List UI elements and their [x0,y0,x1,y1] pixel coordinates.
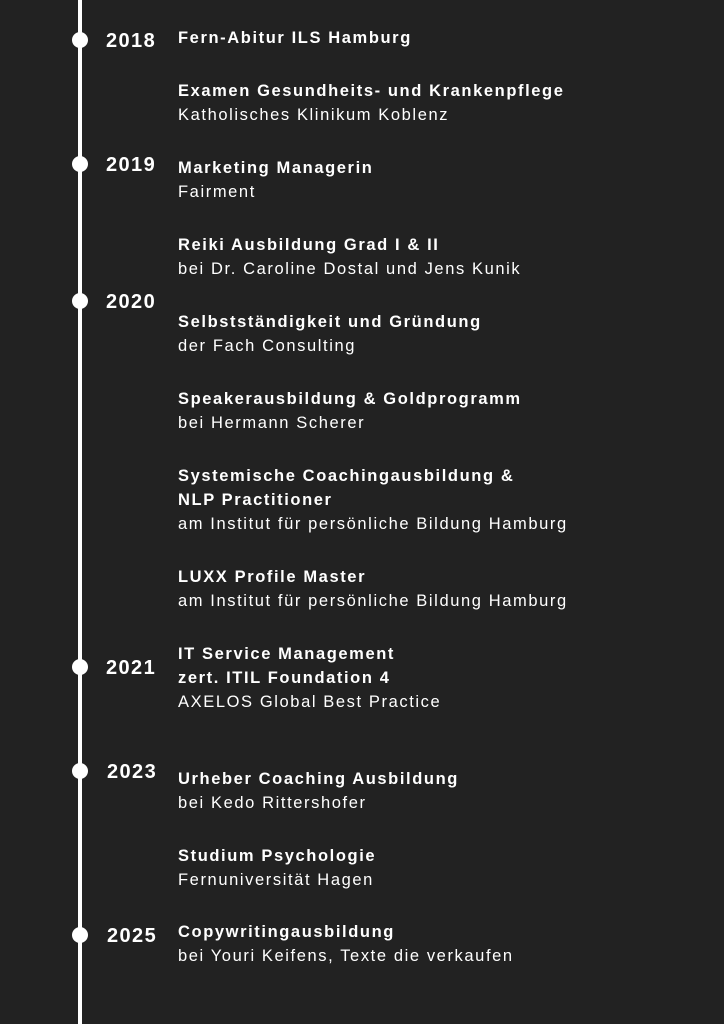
entry-title: Copywritingausbildung [178,923,395,941]
entry-title: LUXX Profile Master [178,568,367,586]
entry-subtitle: bei Kedo Rittershofer [178,794,367,812]
entry-title: Urheber Coaching Ausbildung [178,770,459,788]
timeline-dot [72,659,88,675]
entry-subtitle: der Fach Consulting [178,337,357,355]
entry-subtitle: am Institut für persönliche Bildung Hamburg [178,515,568,533]
timeline-dot [72,293,88,309]
entry-subtitle: AXELOS Global Best Practice [178,693,442,711]
timeline-entry [178,387,698,435]
entry-title: IT Service Management [178,645,396,663]
year-label: 2019 [106,154,157,176]
entry-subtitle: Fairment [178,183,256,201]
timeline-entry [178,642,698,714]
entry-title: Studium Psychologie [178,847,377,865]
entry-title: Selbstständigkeit und Gründung [178,313,482,331]
entry-title: Marketing Managerin [178,159,374,177]
entry-subtitle: am Institut für persönliche Bildung Hamburg [178,592,568,610]
year-label: 2021 [106,657,157,679]
entry-title: Fern-Abitur ILS Hamburg [178,29,412,47]
timeline-entry [178,464,698,536]
timeline-dot [72,32,88,48]
entry-title: zert. ITIL Foundation 4 [178,669,391,687]
timeline-entry [178,565,698,613]
timeline-entry [178,79,698,127]
timeline-line [78,0,82,1024]
timeline-entry [178,920,698,968]
entry-title: Examen Gesundheits- und Krankenpflege [178,82,565,100]
timeline-dot [72,763,88,779]
year-label: 2020 [106,291,157,313]
entry-title: Reiki Ausbildung Grad I & II [178,236,440,254]
entry-subtitle: bei Dr. Caroline Dostal und Jens Kunik [178,260,522,278]
entry-subtitle: Katholisches Klinikum Koblenz [178,106,450,124]
timeline-entry [178,767,698,815]
timeline-dot [72,156,88,172]
timeline-entry [178,310,698,358]
entry-subtitle: bei Hermann Scherer [178,414,366,432]
year-label: 2023 [107,761,158,783]
entry-title: Speakerausbildung & Goldprogramm [178,390,522,408]
timeline-entry [178,233,698,281]
entry-subtitle: bei Youri Keifens, Texte die verkaufen [178,947,514,965]
entry-title: Systemische Coachingausbildung & [178,467,515,485]
entry-subtitle: Fernuniversität Hagen [178,871,374,889]
timeline-entry [178,26,698,50]
timeline-dot [72,927,88,943]
entry-title: NLP Practitioner [178,491,333,509]
timeline-entry [178,156,698,204]
timeline-entry [178,844,698,892]
year-label: 2018 [106,30,157,52]
year-label: 2025 [107,925,158,947]
